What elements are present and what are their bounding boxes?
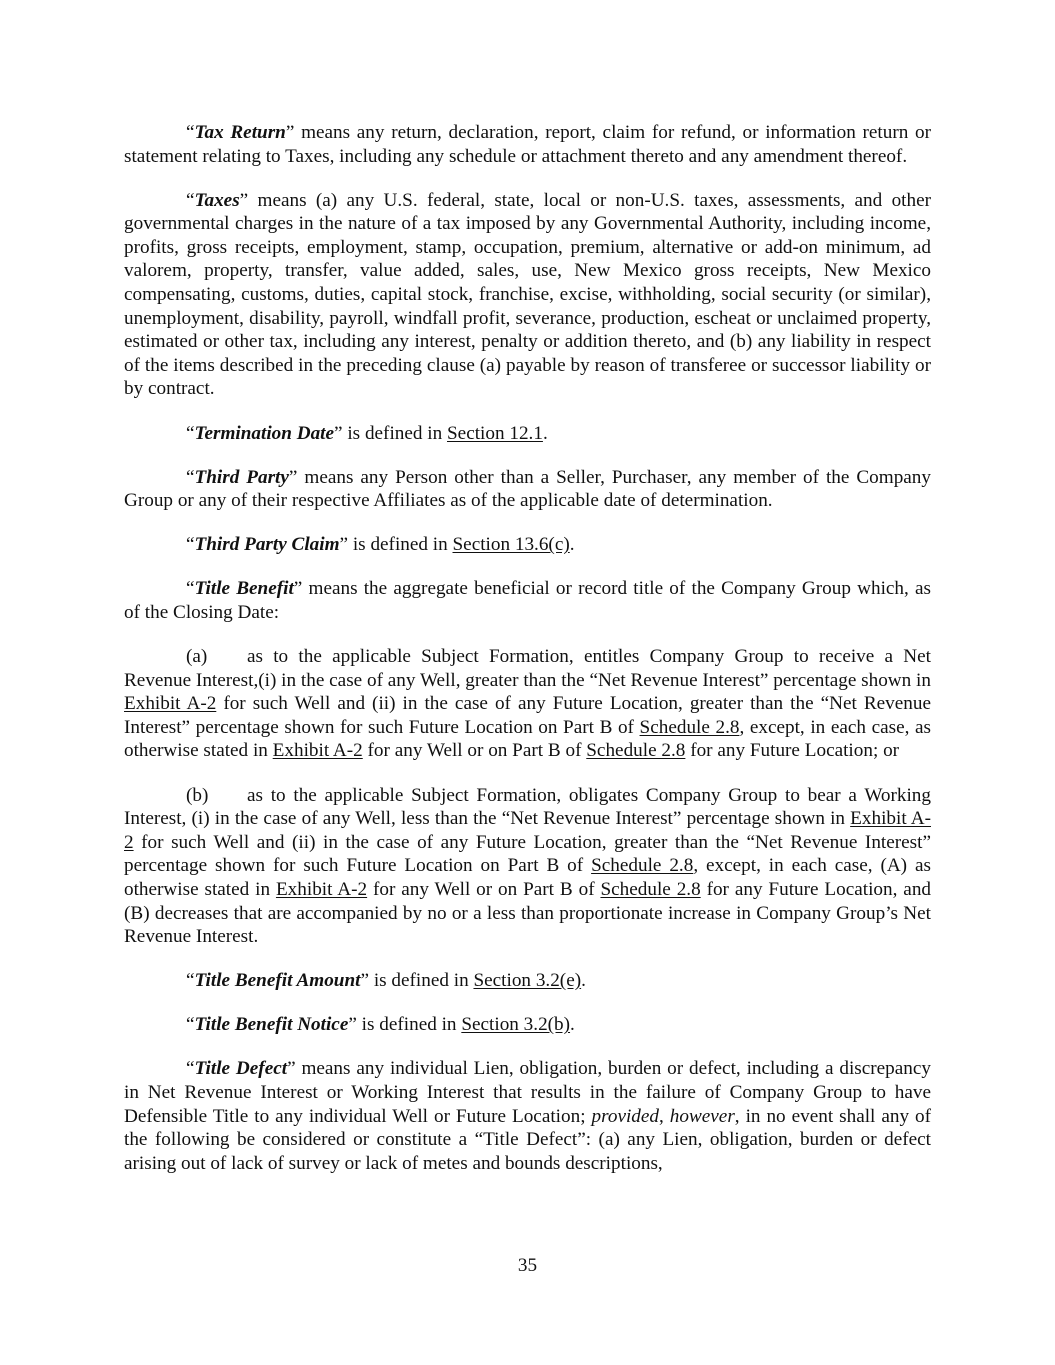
- exhibit-reference: Exhibit A-2: [124, 808, 931, 853]
- defined-term: Third Party Claim: [194, 534, 340, 556]
- exhibit-reference: Exhibit A-2: [124, 693, 217, 715]
- section-reference: Section 12.1: [447, 422, 543, 444]
- clause-a: (a) as to the applicable Subject Formation, entitles Company Group to receive a Net Revenue Interest,(i) in the case of any Well, greater than the “Net Revenue Interest” percentage shown in Exhibit A-2 for such Well and (ii) in the case of any Future Location, greater than the “Net Revenue Interest” percentage shown for such Future Location on Part B of Schedule 2.8, except, in each case, as otherwise stated in Exhibit A-2 for any Well or on Part B of Schedule 2.8 for any Future Location; or: [124, 646, 931, 762]
- schedule-reference: Schedule 2.8: [586, 740, 686, 762]
- definition-title-benefit-notice: “Title Benefit Notice” is defined in Section 3.2(b).: [186, 1014, 575, 1036]
- definition-text: means any return, declaration, report, claim for refund, or information return or statement relating to Taxes, including any schedule or attachment thereto and any amendment thereof.: [124, 122, 931, 167]
- schedule-reference: Schedule 2.8: [591, 855, 694, 877]
- definition-termination-date: “Termination Date” is defined in Section 12.1.: [186, 422, 548, 444]
- exhibit-reference: Exhibit A-2: [272, 740, 363, 762]
- exhibit-reference: Exhibit A-2: [275, 878, 368, 900]
- page-number: 35: [517, 1255, 538, 1276]
- clause-label: (a): [186, 646, 208, 668]
- definition-third-party: “Third Party” means any Person other than a Seller, Purchaser, any member of the Company Group or any of their respective Affiliates as of the applicable date of determination.: [124, 466, 931, 512]
- definition-text: means the aggregate beneficial or record title of the Company Group which, as of the Closing Date:: [124, 578, 931, 623]
- defined-term: Title Benefit: [194, 578, 294, 600]
- schedule-reference: Schedule 2.8: [639, 716, 740, 738]
- defined-term: Tax Return: [194, 122, 286, 143]
- defined-term: Title Benefit Amount: [194, 970, 361, 992]
- document-page: [124, 121, 931, 1196]
- schedule-reference: Schedule 2.8: [600, 878, 701, 900]
- definition-title-benefit: “Title Benefit” means the aggregate beneficial or record title of the Company Group which, as of the Closing Date:: [124, 578, 931, 623]
- italic-word: however: [669, 1105, 735, 1127]
- defined-term: Third Party: [194, 466, 289, 488]
- definition-third-party-claim: “Third Party Claim” is defined in Section 13.6(c).: [186, 534, 575, 556]
- section-reference: Section 3.2(e): [473, 970, 582, 992]
- clause-label: (b): [186, 784, 209, 806]
- definition-title-benefit-amount: “Title Benefit Amount” is defined in Section 3.2(e).: [186, 970, 586, 992]
- definition-text: means (a) any U.S. federal, state, local or non-U.S. taxes, assessments, and other governmental charges in the nature of a tax imposed by any Governmental Authority, including income, profits, gross receipts, employment, stamp, occupation, premium, alternative or add-on minimum, ad valorem, property, transfer, value added, sales, use, New Mexico gross receipts, New Mexico compensating, customs, duties, capital stock, franchise, excise, withholding, social security (or similar), unemployment, disability, payroll, windfall profit, severance, production, escheat or unclaimed property, estimated or other tax, including any interest, penalty or addition thereto, and (b) any liability in respect of the items described in the preceding clause (a) payable by reason of transferee or successor liability or by contract.: [124, 189, 931, 400]
- italic-word: provided: [591, 1105, 659, 1127]
- definition-title-defect: “Title Defect” means any individual Lien, obligation, burden or defect, including a discrepancy in Net Revenue Interest or Working Interest that results in the failure of Company Group to have Defensible Title to any individual Well or Future Location; provided, however, in no event shall any of the following be considered or constitute a “Title Defect”: (a) any Lien, obligation, burden or defect arising out of lack of survey or lack of metes and bounds descriptions,: [124, 1058, 932, 1174]
- defined-term: Taxes: [194, 189, 240, 211]
- clause-b: (b) as to the applicable Subject Formation, obligates Company Group to bear a Working Interest, (i) in the case of any Well, less than the “Net Revenue Interest” percentage shown in Exhibit A-2 for such Well and (ii) in the case of any Future Location, greater than the “Net Revenue Interest” percentage shown for such Future Location on Part B of Schedule 2.8, except, in each case, (A) as otherwise stated in Exhibit A-2 for any Well or on Part B of Schedule 2.8 for any Future Location, and (B) decreases that are accompanied by no or a less than proportionate increase in Company Group’s Net Revenue Interest.: [124, 784, 932, 948]
- definition-taxes: “Taxes” means (a) any U.S. federal, state, local or non-U.S. taxes, assessments, and other governmental charges in the nature of a tax imposed by any Governmental Authority, including income, profits, gross receipts, employment, stamp, occupation, premium, alternative or add-on minimum, ad valorem, property, transfer, value added, sales, use, New Mexico gross receipts, New Mexico compensating, customs, duties, capital stock, franchise, excise, withholding, social security (or similar), unemployment, disability, payroll, windfall profit, severance, production, escheat or unclaimed property, estimated or other tax, including any interest, penalty or addition thereto, and (b) any liability in respect of the items described in the preceding clause (a) payable by reason of transferee or successor liability or by contract.: [124, 189, 931, 400]
- definition-tax-return: “Tax Return” means any return, declaration, report, claim for refund, or information return or statement relating to Taxes, including any schedule or attachment thereto and any amendment thereof.: [124, 122, 931, 167]
- section-reference: Section 3.2(b): [461, 1014, 571, 1036]
- defined-term: Title Defect: [194, 1058, 288, 1080]
- definition-text: means any Person other than a Seller, Purchaser, any member of the Company Group or any of their respective Affiliates as of the applicable date of determination.: [124, 466, 931, 512]
- section-reference: Section 13.6(c): [452, 534, 570, 556]
- defined-term: Title Benefit Notice: [194, 1014, 349, 1036]
- defined-term: Termination Date: [194, 422, 335, 444]
